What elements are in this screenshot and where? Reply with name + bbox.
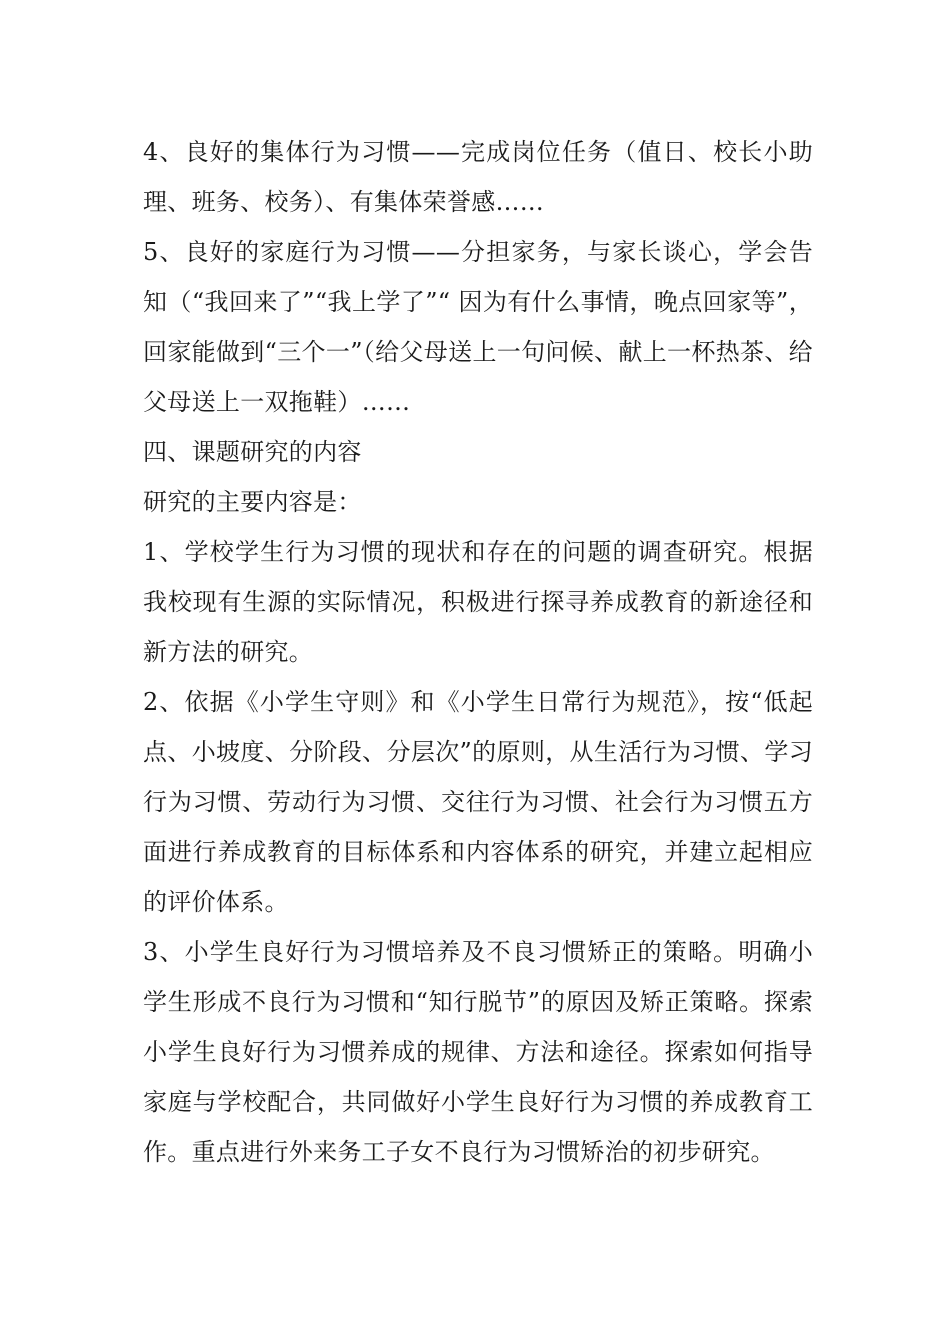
paragraph-main-content-intro: 研究的主要内容是： [143, 488, 362, 516]
section-heading-research-content: 四、课题研究的内容 [143, 438, 362, 466]
paragraph-collective-habits: 4、良好的集体行为习惯——完成岗位任务（值日、校长小助理、班务、校务）、有集体荣誉感…… [143, 138, 813, 216]
document-body [143, 127, 813, 1177]
paragraph-item-2: 2、依据《小学生守则》和《小学生日常行为规范》，按“低起点、小坡度、分阶段、分层次”的原则，从生活行为习惯、学习行为习惯、劳动行为习惯、交往行为习惯、社会行为习惯五方面进行养成教育的目标体系和内容体系的研究，并建立起相应的评价体系。 [143, 688, 813, 916]
paragraph-item-3: 3、小学生良好行为习惯培养及不良习惯矫正的策略。明确小学生形成不良行为习惯和“知行脱节”的原因及矫正策略。探索小学生良好行为习惯养成的规律、方法和途径。探索如何指导家庭与学校配合，共同做好小学生良好行为习惯的养成教育工作。重点进行外来务工子女不良行为习惯矫治的初步研究。 [143, 938, 813, 1166]
paragraph-item-1: 1、学校学生行为习惯的现状和存在的问题的调查研究。根据我校现有生源的实际情况，积极进行探寻养成教育的新途径和新方法的研究。 [143, 538, 813, 666]
paragraph-family-habits: 5、良好的家庭行为习惯——分担家务，与家长谈心，学会告知（“我回来了”“我上学了”“ 因为有什么事情，晚点回家等”，回家能做到“三个一”（给父母送上一句问候、献上一杯热茶、给父母送上一双拖鞋）…… [143, 238, 813, 416]
